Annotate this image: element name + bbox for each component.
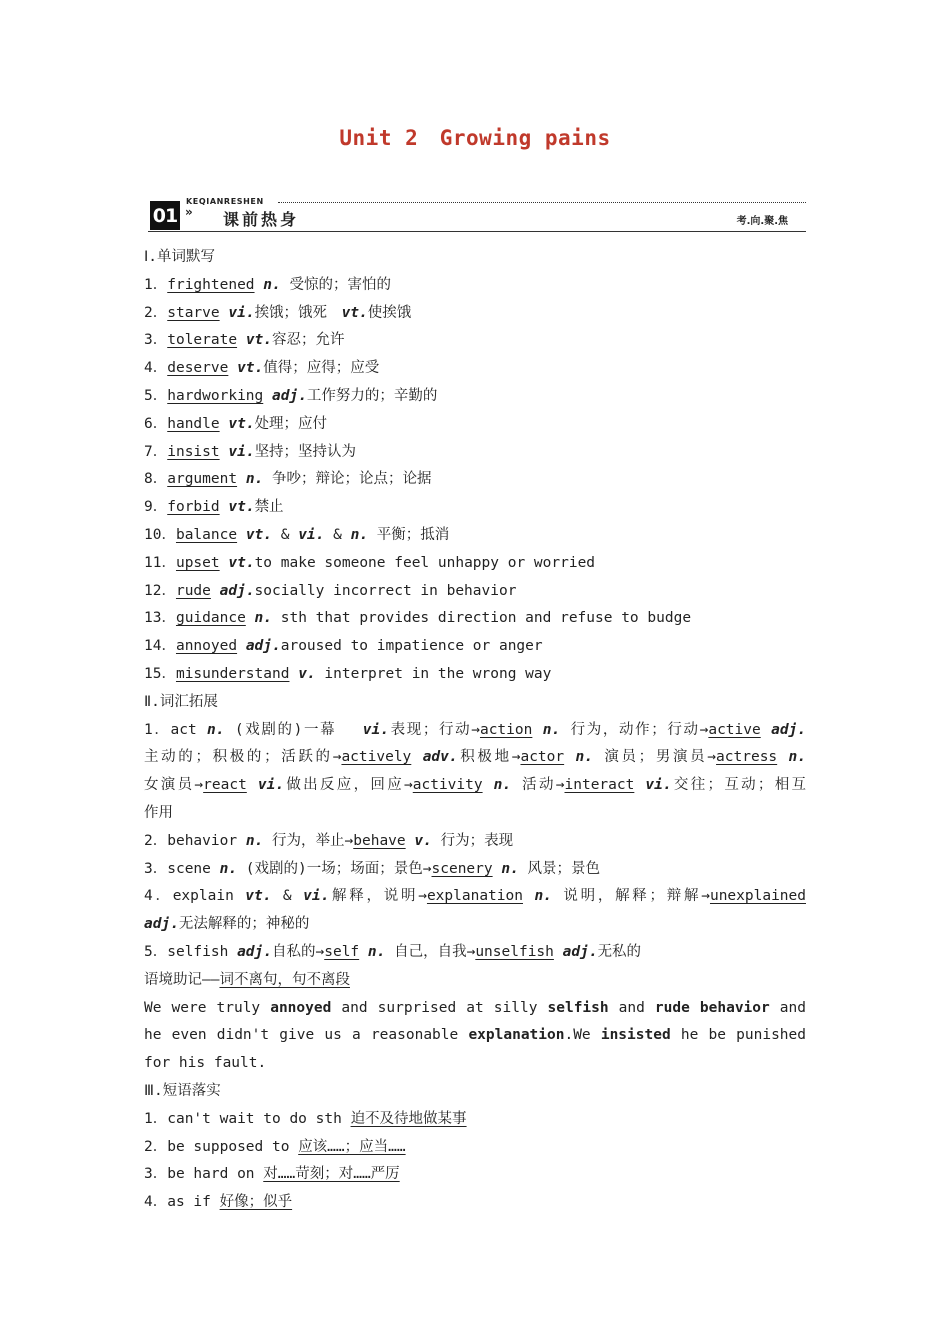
part-of-speech: adj. bbox=[771, 721, 807, 738]
list-item bbox=[144, 466, 806, 494]
page-title: Unit 2 Growing pains bbox=[339, 126, 611, 150]
item-number: 11． bbox=[144, 554, 176, 571]
text: 行为，举止→ bbox=[263, 832, 354, 849]
keyword: insisted bbox=[600, 1027, 671, 1044]
part-of-speech: n. bbox=[534, 888, 552, 905]
meaning: 挨饿；饿死 bbox=[254, 304, 342, 321]
text: 说明，解释；辩解→ bbox=[551, 888, 710, 905]
text: 2．behavior bbox=[144, 832, 246, 849]
part-of-speech: adj. bbox=[272, 387, 307, 404]
text: & bbox=[271, 888, 304, 905]
list-item bbox=[144, 327, 806, 355]
answer-word: insist bbox=[167, 443, 220, 460]
list-item bbox=[144, 661, 806, 689]
list-item bbox=[144, 383, 806, 411]
text: 5．selfish bbox=[144, 943, 238, 960]
list-item bbox=[144, 633, 806, 661]
text: 积极地→ bbox=[457, 749, 521, 766]
text: 无法解释的；神秘的 bbox=[178, 916, 310, 933]
answer-word: annoyed bbox=[175, 638, 238, 655]
banner-pinyin: KEQIANRESHEN bbox=[186, 197, 264, 206]
answer-word: forbid bbox=[167, 499, 220, 516]
banner-rule bbox=[148, 231, 806, 232]
vocabulary-list bbox=[144, 272, 806, 689]
expansion-item-line bbox=[144, 744, 806, 772]
answer-word: react bbox=[203, 777, 247, 794]
text: 行为；表现 bbox=[431, 832, 514, 849]
banner-heading: 课前热身 bbox=[223, 210, 300, 229]
keyword: rude behavior bbox=[654, 999, 770, 1016]
worksheet-content bbox=[144, 244, 806, 1217]
item-number: 4． bbox=[144, 360, 168, 377]
part-of-speech: vt. bbox=[245, 526, 281, 543]
context-heading bbox=[144, 967, 806, 995]
expansion-item-line bbox=[144, 772, 806, 800]
part-of-speech: n. bbox=[254, 610, 273, 627]
part-of-speech: n. bbox=[367, 943, 386, 960]
keyword: explanation bbox=[468, 1027, 565, 1044]
part-of-speech: n. bbox=[245, 471, 264, 488]
part-of-speech: n. bbox=[245, 832, 264, 849]
answer-word: frightened bbox=[167, 276, 255, 293]
expansion-item-line bbox=[144, 717, 806, 745]
meaning: 平衡；抵消 bbox=[368, 526, 450, 543]
text: 做出反应，回应→ bbox=[284, 777, 413, 794]
part-of-speech: vi. bbox=[303, 888, 330, 905]
phrase-item bbox=[144, 1106, 806, 1134]
text: and surprised at silly bbox=[331, 999, 548, 1016]
answer-word: unexplained bbox=[709, 888, 806, 905]
part-of-speech: n. bbox=[788, 749, 807, 766]
item-number: 7． bbox=[144, 443, 168, 460]
answer-word: rude bbox=[175, 582, 211, 599]
text: .We bbox=[564, 1027, 601, 1044]
item-number: 6． bbox=[144, 415, 168, 432]
part-of-speech: n. bbox=[207, 721, 225, 738]
text: 演员；男演员→ bbox=[592, 749, 717, 766]
context-label: 语境助记—— bbox=[144, 971, 220, 988]
text: he be punished for his fault. bbox=[144, 1027, 806, 1072]
expansion-item bbox=[144, 856, 806, 884]
text: 1．act bbox=[144, 721, 208, 738]
phrase: 3．be hard on bbox=[144, 1166, 264, 1183]
answer-word: 迫不及待地做某事 bbox=[350, 1110, 467, 1127]
answer-word: upset bbox=[175, 554, 220, 571]
meaning: aroused to impatience or anger bbox=[280, 638, 543, 655]
meaning: socially incorrect in behavior bbox=[254, 582, 517, 599]
keyword: selfish bbox=[547, 999, 609, 1016]
answer-word: action bbox=[479, 721, 533, 738]
item-number: 13． bbox=[144, 610, 176, 627]
part-of-speech: vi. bbox=[257, 777, 285, 794]
answer-word: handle bbox=[167, 415, 220, 432]
text: and bbox=[608, 999, 655, 1016]
part-of-speech: vi. bbox=[298, 526, 325, 543]
item-number: 15． bbox=[144, 665, 176, 682]
text: 活动→ bbox=[511, 777, 565, 794]
part-of-speech: vi. bbox=[362, 721, 389, 738]
text: 3．scene bbox=[144, 860, 220, 877]
list-item bbox=[144, 550, 806, 578]
text: 自私的→ bbox=[272, 943, 325, 960]
part-of-speech: vt. bbox=[245, 888, 272, 905]
list-item bbox=[144, 439, 806, 467]
expansion-item bbox=[144, 939, 806, 967]
meaning: & bbox=[280, 526, 299, 543]
meaning: 容忍；允许 bbox=[272, 332, 345, 349]
meaning: 工作努力的；辛勤的 bbox=[306, 387, 438, 404]
part-of-speech: n. bbox=[350, 526, 369, 543]
answer-word: explanation bbox=[426, 888, 523, 905]
text: (戏剧的)一场；场面；景色→ bbox=[237, 860, 432, 877]
meaning: 使挨饿 bbox=[367, 304, 412, 321]
answer-word: starve bbox=[167, 304, 220, 321]
list-item bbox=[144, 522, 806, 550]
phrase: 2．be supposed to bbox=[144, 1138, 299, 1155]
part-of-speech: v. bbox=[414, 832, 432, 849]
meaning: interpret in the wrong way bbox=[315, 665, 552, 682]
meaning: sth that provides direction and refuse to budge bbox=[272, 610, 692, 627]
part-of-speech: n. bbox=[501, 860, 519, 877]
text: 行为，动作；行动→ bbox=[560, 721, 709, 738]
part-of-speech: vt. bbox=[237, 360, 264, 377]
answer-word: interact bbox=[564, 777, 635, 794]
list-item bbox=[144, 272, 806, 300]
part-of-speech: vt. bbox=[341, 304, 368, 321]
phrase-item bbox=[144, 1161, 806, 1189]
text: 交往；互动；相互 bbox=[671, 777, 807, 794]
context-title: 词不离句，句不离段 bbox=[219, 971, 350, 988]
list-item bbox=[144, 411, 806, 439]
list-item bbox=[144, 300, 806, 328]
part-of-speech: n. bbox=[219, 860, 238, 877]
meaning: 争吵；辩论；论点；论据 bbox=[263, 471, 432, 488]
item-number: 9． bbox=[144, 499, 168, 516]
text: We were truly bbox=[144, 999, 271, 1016]
banner-right-label: 考.向.聚.焦 bbox=[736, 216, 788, 227]
list-item bbox=[144, 355, 806, 383]
part-of-speech: n. bbox=[542, 721, 561, 738]
item-number: 12． bbox=[144, 582, 176, 599]
answer-word: activity bbox=[412, 777, 483, 794]
expansion-item bbox=[144, 828, 806, 856]
meaning: & bbox=[324, 526, 351, 543]
text: 女演员→ bbox=[144, 777, 204, 794]
part-of-speech: adv. bbox=[422, 749, 458, 766]
meaning: 坚持；坚持认为 bbox=[254, 443, 357, 460]
list-item bbox=[144, 578, 806, 606]
part-of-speech: v. bbox=[298, 665, 316, 682]
answer-word: 应该……；应当…… bbox=[298, 1138, 406, 1155]
text: 解释，说明→ bbox=[329, 888, 427, 905]
part-of-speech: adj. bbox=[219, 582, 255, 599]
item-number: 14． bbox=[144, 638, 176, 655]
part-of-speech: adj. bbox=[144, 916, 179, 933]
answer-word: scenery bbox=[431, 860, 493, 877]
part-of-speech: adj. bbox=[237, 943, 272, 960]
meaning: 受惊的；害怕的 bbox=[280, 276, 391, 293]
answer-word: unselfish bbox=[475, 943, 554, 960]
answer-word: deserve bbox=[167, 360, 229, 377]
answer-word: 好像；似乎 bbox=[219, 1194, 293, 1211]
banner-dotted-line bbox=[278, 202, 806, 203]
text: 主动的；积极的；活跃的→ bbox=[144, 749, 342, 766]
section-banner bbox=[148, 198, 806, 234]
text: 自己，自我→ bbox=[385, 943, 476, 960]
part-of-speech: adj. bbox=[562, 943, 598, 960]
item-number: 5． bbox=[144, 387, 168, 404]
list-item bbox=[144, 605, 806, 633]
text: (戏剧的)一幕 bbox=[224, 721, 363, 738]
answer-word: actress bbox=[716, 749, 778, 766]
part-of-speech: vt. bbox=[245, 332, 273, 349]
answer-word: behave bbox=[353, 832, 406, 849]
chevron-right-icon: » bbox=[185, 205, 193, 219]
part-of-speech: vt. bbox=[228, 554, 255, 571]
item-number: 3． bbox=[144, 332, 168, 349]
part-of-speech: vi. bbox=[645, 777, 672, 794]
answer-word: tolerate bbox=[167, 332, 238, 349]
text: 表现；行动→ bbox=[388, 721, 480, 738]
text: and he even didn't give us a reasonable bbox=[144, 999, 806, 1044]
section-heading: Ⅱ.词汇拓展 bbox=[144, 693, 218, 710]
answer-word: guidance bbox=[175, 610, 246, 627]
item-number: 1． bbox=[144, 276, 168, 293]
keyword: annoyed bbox=[270, 999, 332, 1016]
text: 风景；景色 bbox=[518, 860, 601, 877]
phrase-item bbox=[144, 1189, 806, 1217]
meaning: 值得；应得；应受 bbox=[263, 360, 380, 377]
section-heading: Ⅲ.短语落实 bbox=[144, 1082, 221, 1099]
expansion-item-line bbox=[144, 883, 806, 911]
banner-number: 01 bbox=[150, 201, 180, 230]
answer-word: hardworking bbox=[167, 387, 264, 404]
answer-word: argument bbox=[167, 471, 238, 488]
answer-word: misunderstand bbox=[175, 665, 290, 682]
part-of-speech: vt. bbox=[228, 415, 255, 432]
answer-word: actor bbox=[520, 749, 565, 766]
item-number: 10． bbox=[144, 526, 176, 543]
section-heading: Ⅰ.单词默写 bbox=[144, 249, 216, 265]
phrase: 4．as if bbox=[144, 1194, 220, 1211]
part-of-speech: vt. bbox=[228, 499, 255, 516]
text: 无私的 bbox=[597, 943, 642, 960]
list-item bbox=[144, 494, 806, 522]
phrase: 1．can't wait to do sth bbox=[144, 1110, 351, 1127]
answer-word: active bbox=[708, 721, 761, 738]
item-number: 2． bbox=[144, 304, 168, 321]
phrase-item bbox=[144, 1134, 806, 1162]
text: 4．explain bbox=[144, 888, 246, 905]
context-passage bbox=[144, 995, 806, 1078]
item-number: 8． bbox=[144, 471, 168, 488]
part-of-speech: n. bbox=[493, 777, 512, 794]
part-of-speech: n. bbox=[263, 276, 281, 293]
meaning: 禁止 bbox=[254, 499, 284, 516]
expansion-item-line bbox=[144, 911, 806, 939]
expansion-item-line: 作用 bbox=[144, 804, 173, 821]
answer-word: balance bbox=[175, 526, 238, 543]
part-of-speech: vi. bbox=[228, 443, 255, 460]
meaning: 处理；应付 bbox=[254, 415, 328, 432]
answer-word: actively bbox=[341, 749, 412, 766]
part-of-speech: adj. bbox=[245, 638, 281, 655]
answer-word: self bbox=[324, 943, 360, 960]
part-of-speech: vi. bbox=[228, 304, 255, 321]
meaning: to make someone feel unhappy or worried bbox=[254, 554, 596, 571]
answer-word: 对……苛刻；对……严厉 bbox=[263, 1166, 400, 1183]
part-of-speech: n. bbox=[575, 749, 593, 766]
